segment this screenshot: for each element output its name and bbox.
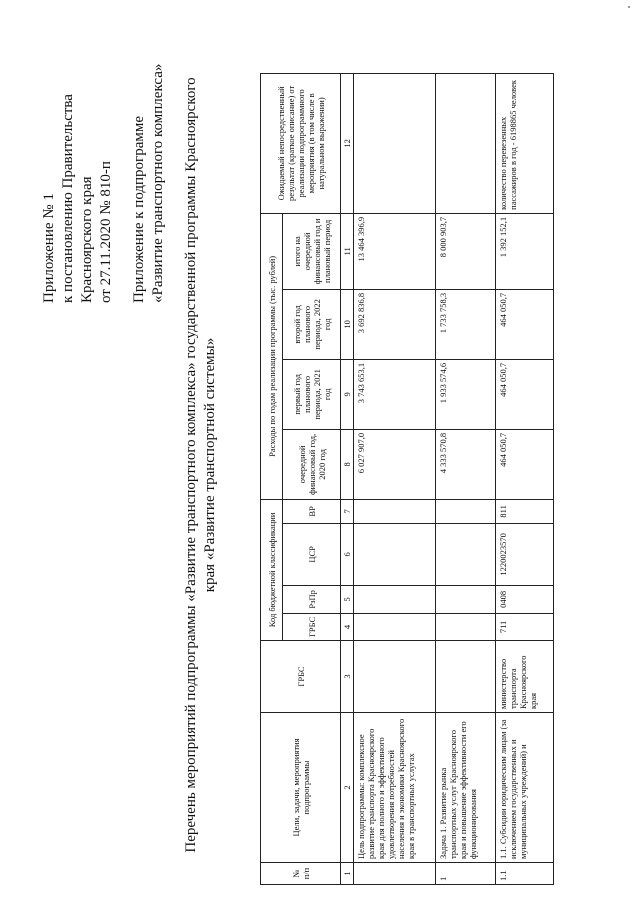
header-grbs: ГРБС	[261, 641, 341, 713]
table-row-goal	[354, 73, 436, 884]
header-rzpr: РзПр	[283, 585, 341, 613]
row-num: 1	[436, 863, 496, 885]
appendix-line: Красноярского края	[79, 176, 95, 303]
header-num: № п/п	[261, 863, 341, 885]
row-rzpr: 0408	[496, 585, 554, 613]
row-2021: 3 743 653,1	[354, 359, 436, 429]
row-2020: 464 050,7	[496, 429, 554, 499]
header-result: Ожидаемый непосредственный результат (краткое описание) от реализации подпрограммного мероприятия (в том числе в натуральном выражении)	[261, 73, 341, 213]
column-number: 3	[341, 641, 354, 713]
row-2020: 4 333 570,8	[436, 429, 496, 499]
column-number: 12	[341, 73, 354, 213]
row-csr	[436, 523, 496, 585]
appendix-header	[40, 23, 116, 303]
appendix-line: от 27.11.2020 № 810-п	[98, 161, 114, 303]
table-row-activity	[496, 73, 554, 884]
row-2022: 3 692 836,8	[354, 289, 436, 359]
appendix-line: к постановлению Правительства	[60, 94, 76, 303]
column-number: 8	[341, 429, 354, 499]
row-rzpr	[354, 585, 436, 613]
subprogram-line: «Развитие транспортного комплекса»	[150, 63, 166, 303]
header-expenses: Расходы по годам реализации программы (тыс. рублей)	[261, 213, 283, 499]
row-text: 1.1. Субсидии юридическим лицам (за исключением государственных и муниципальных учреждений) и	[496, 713, 554, 863]
row-2021: 464 050,7	[496, 359, 554, 429]
row-grbs: министерство транспорта Красноярского края	[496, 641, 554, 713]
header-2022: второй год планового периода, 2022 год	[283, 289, 341, 359]
column-number: 11	[341, 213, 354, 289]
row-grbs	[436, 641, 496, 713]
column-number: 4	[341, 613, 354, 640]
column-number: 6	[341, 523, 354, 585]
header-2021: первый год планового периода, 2021 год	[283, 359, 341, 429]
row-grbs	[354, 641, 436, 713]
table-row-task	[436, 73, 496, 884]
row-vr: 811	[496, 499, 554, 523]
row-text: Цель подпрограммы: комплексное развитие транспорта Красноярского края для полного и эффективного удовлетворения потребностей населения и экономики Красноярского края в транспортных услугах	[354, 713, 436, 863]
scan-mark	[628, 6, 630, 8]
header-budget-code: Код бюджетной классификации	[261, 499, 283, 640]
subprogram-reference	[130, 23, 168, 303]
row-num: 1.1	[496, 863, 554, 885]
subprogram-line: Приложение к подпрограмме	[131, 115, 147, 303]
row-2021: 1 933 574,6	[436, 359, 496, 429]
column-number: 9	[341, 359, 354, 429]
column-numbers-row	[341, 73, 354, 884]
row-total: 1 392 152,1	[496, 213, 554, 289]
row-total: 8 000 903,7	[436, 213, 496, 289]
header-2020: очередной финансовый год, 2020 год	[283, 429, 341, 499]
row-csr	[354, 523, 436, 585]
row-total: 13 464 396,9	[354, 213, 436, 289]
column-number: 2	[341, 713, 354, 863]
row-rzpr	[436, 585, 496, 613]
header-csr: ЦСР	[283, 523, 341, 585]
title-line: края «Развитие транспортной системы»	[202, 337, 218, 593]
row-result: количество перевезенных пассажиров в год - 6198865 человек	[496, 73, 554, 213]
row-2022: 464 050,7	[496, 289, 554, 359]
row-grbs-code	[354, 613, 436, 640]
header-grbs-code: ГРБС	[283, 613, 341, 640]
document-title	[182, 45, 220, 885]
column-number: 10	[341, 289, 354, 359]
row-vr	[354, 499, 436, 523]
row-text: Задача 1. Развитие рынка транспортных услуг Красноярского края и повышение эффективности его функционирования	[436, 713, 496, 863]
row-result	[436, 73, 496, 213]
row-vr	[436, 499, 496, 523]
row-num	[354, 863, 436, 885]
row-2020: 6 027 907,0	[354, 429, 436, 499]
appendix-line: Приложение № 1	[41, 193, 57, 303]
header-vr: ВР	[283, 499, 341, 523]
row-csr: 1220023570	[496, 523, 554, 585]
row-2022: 1 733 758,3	[436, 289, 496, 359]
column-number: 5	[341, 585, 354, 613]
row-grbs-code: 711	[496, 613, 554, 640]
title-line: Перечень мероприятий подпрограммы «Развитие транспортного комплекса» государственной программы Красноярского	[183, 77, 199, 853]
header-total: итого на очередной финансовый год и плановый период	[283, 213, 341, 289]
column-number: 7	[341, 499, 354, 523]
header-goals: Цели, задачи, мероприятия подпрограммы	[261, 713, 341, 863]
row-grbs-code	[436, 613, 496, 640]
row-result	[354, 73, 436, 213]
column-number: 1	[341, 863, 354, 885]
activities-table	[260, 73, 554, 885]
